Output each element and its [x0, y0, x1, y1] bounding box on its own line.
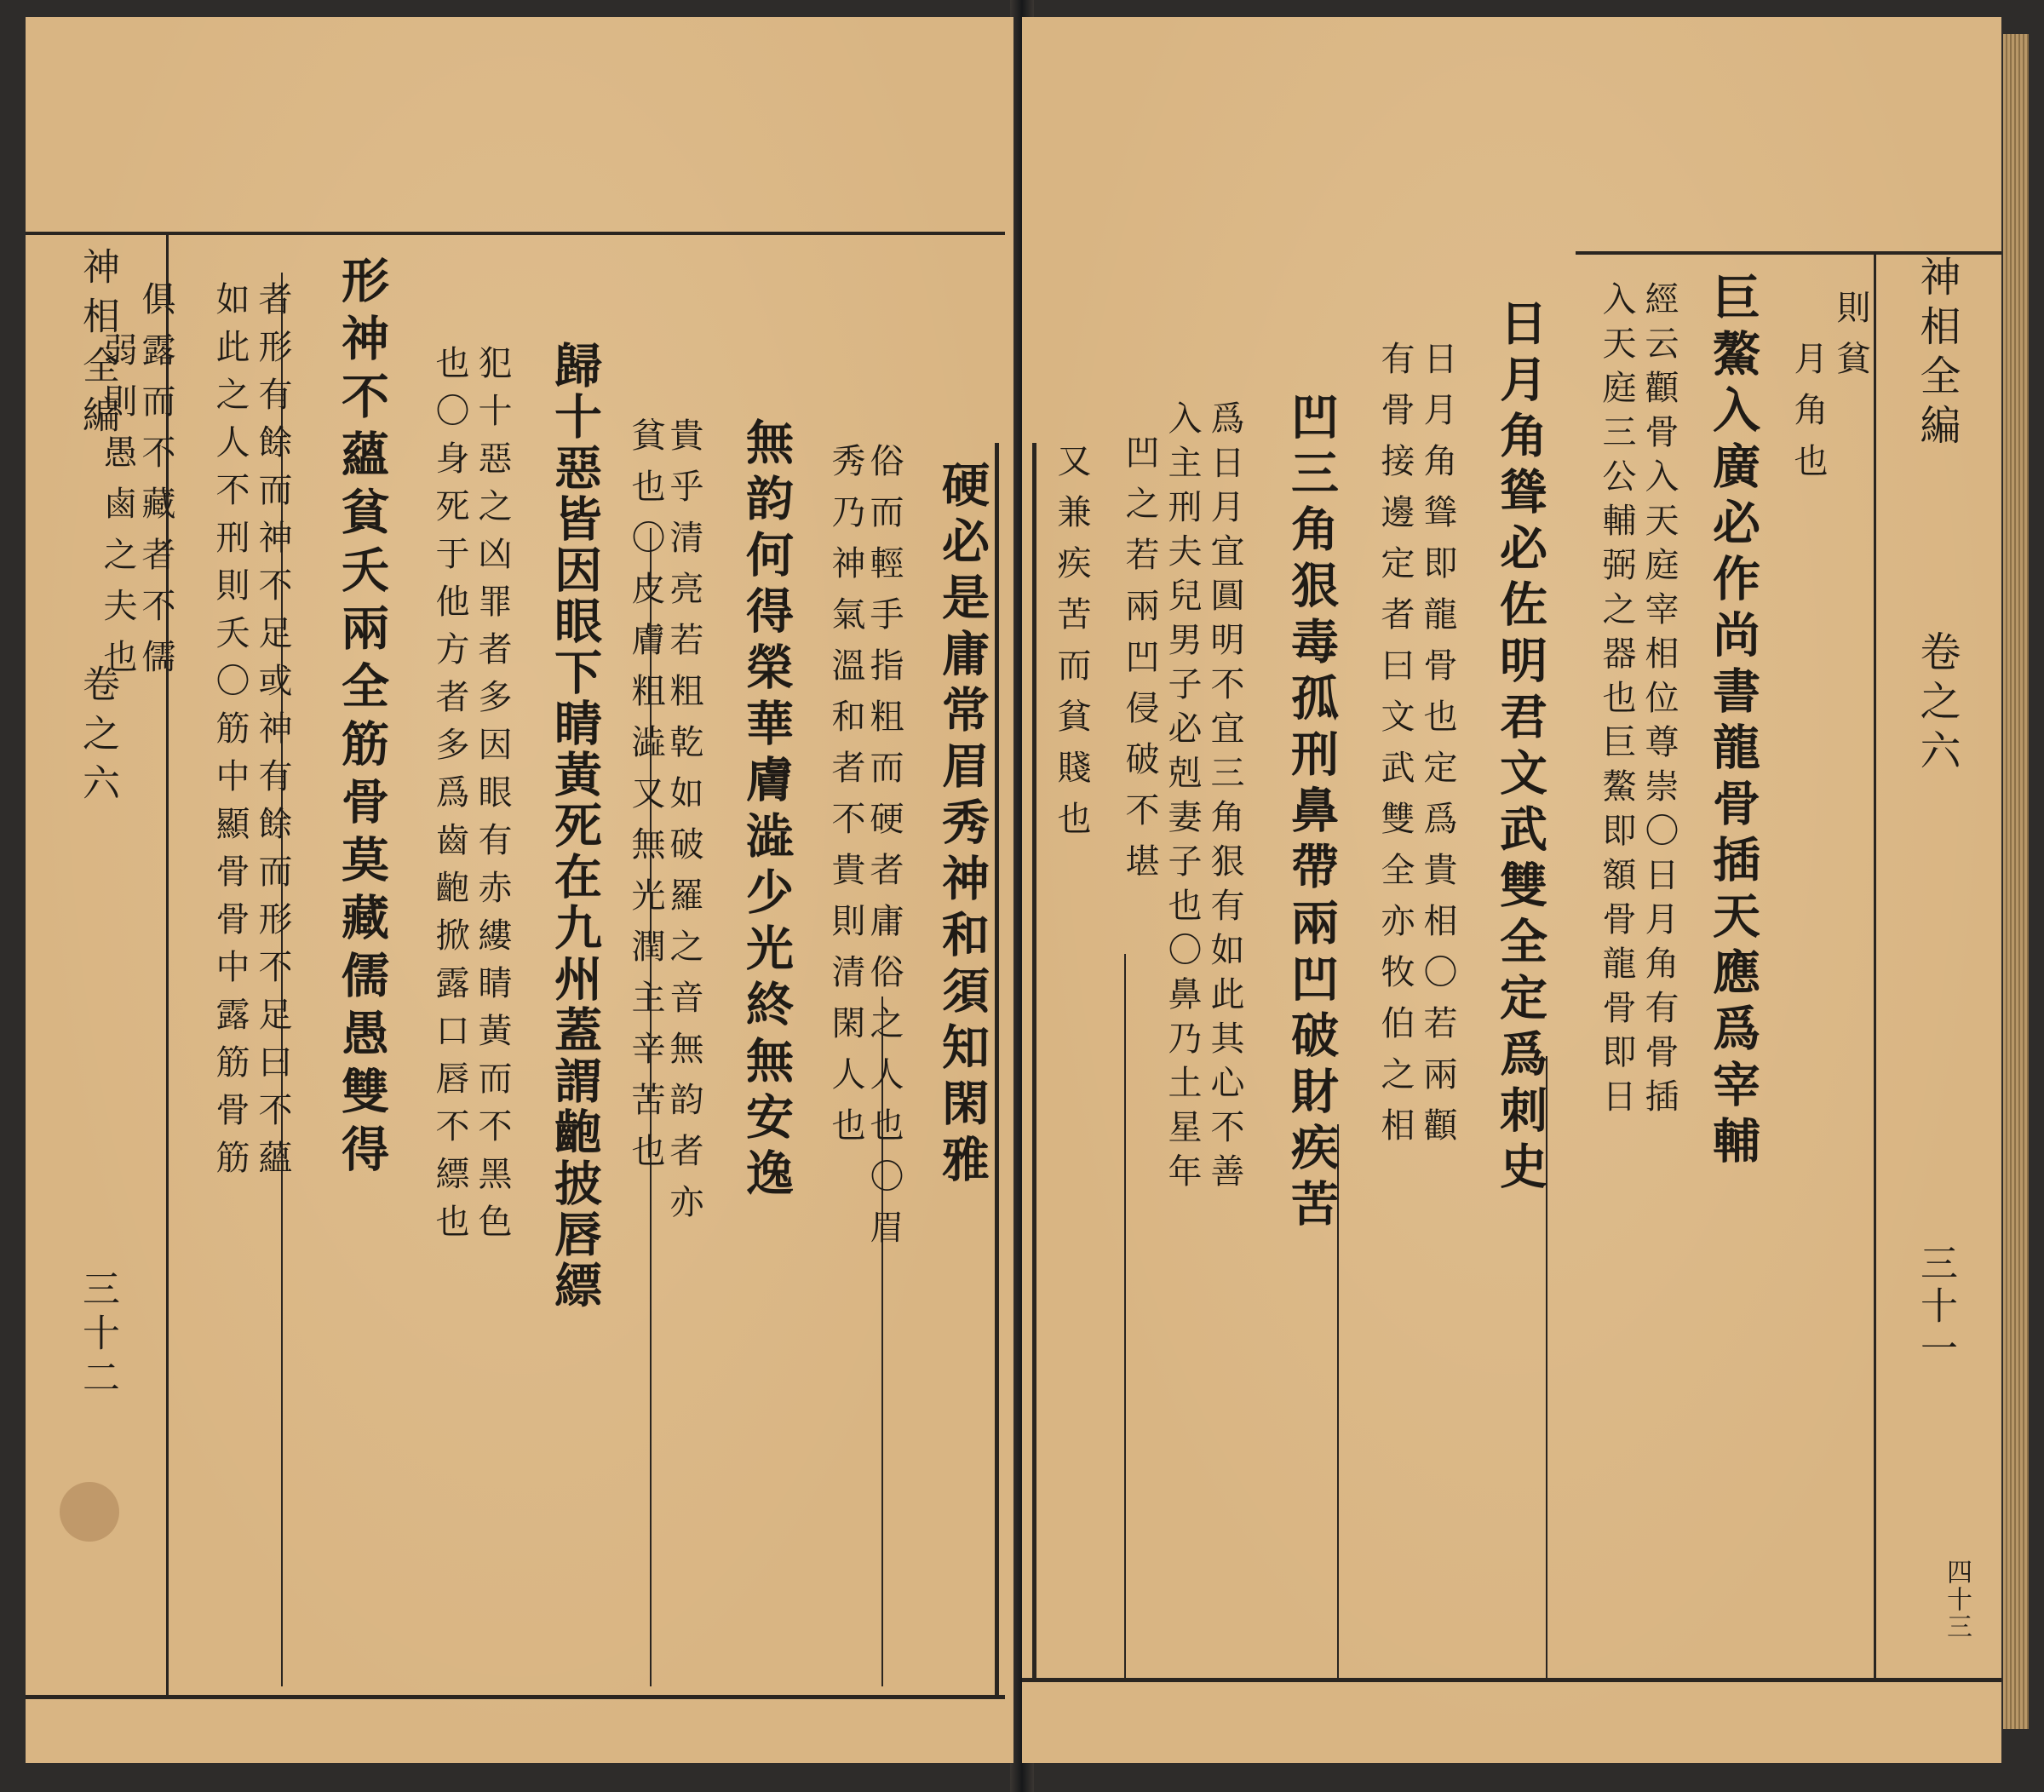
text-column-note: 也〇身死于他方者多爲齒齙掀露口唇不縹也 — [430, 345, 469, 1251]
text-column-main: 歸十惡皆因眼下睛黃死在九州蓋謂齙披唇縹 — [547, 341, 603, 1312]
text-column-note: 貧也〇皮膚粗澁又無光潤主辛苦也 — [626, 417, 665, 1184]
margin-volume: 卷之六 — [76, 664, 119, 813]
text-column-main: 凹三角狠毒孤刑鼻帶兩凹破財疾苦 — [1283, 392, 1340, 1235]
margin-title: 神相全編 — [1913, 256, 1961, 453]
stain-spot — [60, 1482, 119, 1542]
text-column-note: 俗而輕手指粗而硬者庸俗之人也〇眉 — [864, 443, 904, 1261]
text-column-note: 爲日月宜圓明不宜三角狠有如此其心不善 — [1205, 400, 1244, 1198]
text-column-note: 經云顴骨入天庭宰相位尊崇〇日月角有骨插 — [1639, 281, 1679, 1123]
margin-leaf: 三十二 — [76, 1269, 119, 1402]
margin-volume: 卷之六 — [1913, 630, 1961, 778]
text-column-note: 日月角聳即龍骨也定爲貴相〇若兩顴 — [1418, 341, 1457, 1158]
bottom-rule — [1022, 1678, 2001, 1682]
text-column-note: 入天庭三公輔弼之器也巨鰲即額骨龍骨即日 — [1597, 281, 1636, 1123]
text-column-note: 貴乎清亮若粗乾如破羅之音無韵者亦 — [664, 417, 703, 1235]
bottom-rule — [26, 1695, 1005, 1699]
margin-title: 神相全編 — [76, 247, 119, 445]
text-column-main: 巨鰲入廣必作尚書龍骨插天應爲宰輔 — [1705, 273, 1761, 1172]
text-column-note: 俱露而不藏者不儒 — [136, 281, 175, 690]
corner-number: 四十三 — [1942, 1559, 1972, 1640]
text-column-main: 硬必是庸常眉秀神和須知閑雅 — [934, 460, 990, 1191]
text-column-note: 者形有餘而神不足或神有餘而形不足曰不蘊 — [253, 281, 292, 1187]
outer-frame-rule — [1032, 443, 1036, 1682]
top-rule — [26, 232, 1005, 235]
text-column-note: 弱則愚鹵之夫也 — [98, 332, 137, 690]
page-edges — [2003, 34, 2029, 1729]
text-column-note: 犯十惡之凶罪者多因眼有赤縷睛黃而不黑色 — [473, 345, 512, 1251]
top-rule — [1576, 251, 2001, 255]
text-column-note: 月角也 — [1788, 341, 1828, 494]
text-column-note: 則貧 — [1831, 290, 1870, 392]
fold-rule — [1874, 251, 1876, 1682]
margin-leaf: 三十一 — [1914, 1243, 1957, 1371]
text-column-main: 無韵何得榮華膚澁少光終無安逸 — [738, 417, 795, 1204]
text-column-note: 有骨接邊定者曰文武雙全亦牧伯之相 — [1375, 341, 1415, 1158]
text-column-note: 又兼疾苦而貧賤也 — [1052, 443, 1091, 852]
text-column-main: 日月角聳必佐明君文武雙全定爲刺史 — [1492, 298, 1548, 1198]
text-column-main: 形神不蘊貧夭兩全筋骨莫藏儒愚雙得 — [334, 256, 390, 1182]
text-column-note: 入主刑夫兒男子必剋妻子也〇鼻乃土星年 — [1163, 400, 1202, 1198]
text-column-note: 凹之若兩凹侵破不堪 — [1120, 434, 1159, 894]
column-rule — [1124, 954, 1126, 1678]
text-column-note: 秀乃神氣溫和者不貴則清閑人也 — [826, 443, 865, 1158]
text-column-note: 如此之人不刑則夭〇筋中顯骨骨中露筋骨筋 — [210, 281, 250, 1187]
left-page — [26, 17, 1013, 1763]
right-page — [1022, 17, 2001, 1763]
